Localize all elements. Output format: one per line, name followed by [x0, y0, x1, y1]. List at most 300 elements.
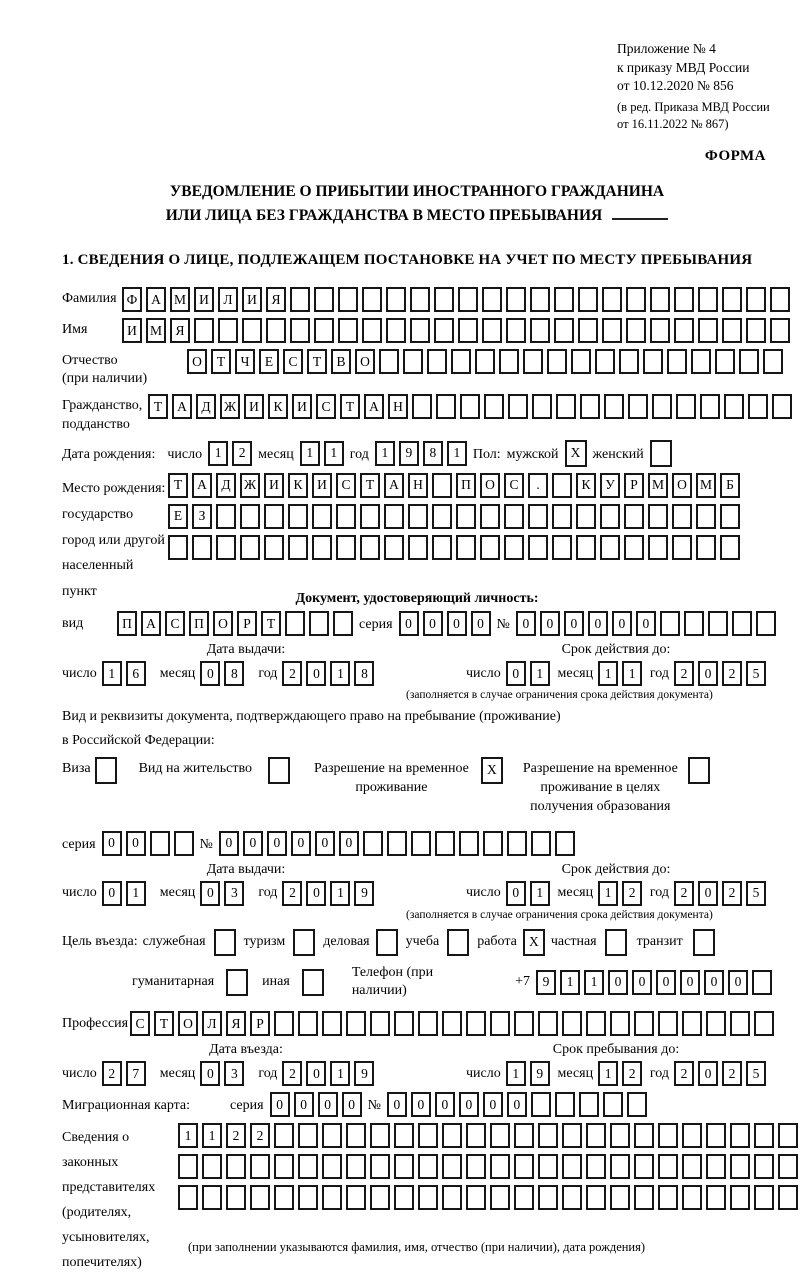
rvpo-checkbox-cell[interactable] — [688, 757, 710, 784]
surname-char-cell[interactable]: Я — [266, 287, 286, 312]
patronymic-char-cell[interactable]: О — [355, 349, 375, 374]
sex-male-checkbox-cell[interactable]: X — [565, 440, 587, 467]
purpose-checkbox-cell[interactable]: X — [523, 929, 545, 956]
representative-char-cell[interactable] — [490, 1123, 510, 1148]
given-name-char-cell[interactable] — [266, 318, 286, 343]
birth-place-char-cell[interactable]: З — [192, 504, 212, 529]
profession-char-cell[interactable] — [322, 1011, 342, 1036]
representative-char-cell[interactable] — [466, 1185, 486, 1210]
given-name-char-cell[interactable] — [242, 318, 262, 343]
birth-place-char-cell[interactable] — [552, 473, 572, 498]
stay-seriya-cell[interactable]: 0 — [102, 831, 122, 856]
patronymic-char-cell[interactable] — [739, 349, 759, 374]
citizenship-char-cell[interactable] — [580, 394, 600, 419]
profession-char-cell[interactable] — [514, 1011, 534, 1036]
birth-place-char-cell[interactable] — [336, 504, 356, 529]
birth-place-char-cell[interactable] — [432, 535, 452, 560]
birth-place-char-cell[interactable] — [528, 535, 548, 560]
valid-year-cell[interactable]: 0 — [698, 661, 718, 686]
citizenship-char-cell[interactable] — [628, 394, 648, 419]
surname-char-cell[interactable]: И — [194, 287, 214, 312]
doc-number-cell[interactable] — [660, 611, 680, 636]
residence-checkbox-cell[interactable] — [268, 757, 290, 784]
surname-char-cell[interactable] — [362, 287, 382, 312]
representative-char-cell[interactable] — [322, 1123, 342, 1148]
surname-char-cell[interactable] — [746, 287, 766, 312]
representative-char-cell[interactable] — [466, 1123, 486, 1148]
stay-year-cell[interactable]: 2 — [674, 1061, 694, 1086]
profession-char-cell[interactable] — [490, 1011, 510, 1036]
valid-day-cell[interactable]: 0 — [506, 881, 526, 906]
patronymic-char-cell[interactable] — [379, 349, 399, 374]
birth-place-char-cell[interactable] — [696, 535, 716, 560]
patronymic-char-cell[interactable]: Т — [307, 349, 327, 374]
citizenship-char-cell[interactable] — [460, 394, 480, 419]
given-name-char-cell[interactable] — [674, 318, 694, 343]
stay-number-cell[interactable] — [507, 831, 527, 856]
birth-place-char-cell[interactable] — [480, 504, 500, 529]
stay-number-cell[interactable]: 0 — [291, 831, 311, 856]
stay-number-cell[interactable] — [435, 831, 455, 856]
profession-char-cell[interactable] — [418, 1011, 438, 1036]
representative-char-cell[interactable] — [514, 1123, 534, 1148]
stay-number-cell[interactable]: 0 — [315, 831, 335, 856]
representative-char-cell[interactable] — [178, 1154, 198, 1179]
citizenship-char-cell[interactable] — [676, 394, 696, 419]
representative-char-cell[interactable] — [442, 1154, 462, 1179]
valid-day-cell[interactable]: 1 — [530, 661, 550, 686]
sex-female-checkbox-cell[interactable] — [650, 440, 672, 467]
birth-place-char-cell[interactable]: О — [672, 473, 692, 498]
phone-digit-cell[interactable]: 0 — [632, 970, 652, 995]
profession-char-cell[interactable]: Т — [154, 1011, 174, 1036]
representative-char-cell[interactable] — [610, 1123, 630, 1148]
birth-place-char-cell[interactable] — [408, 504, 428, 529]
representative-char-cell[interactable] — [682, 1123, 702, 1148]
purpose-checkbox-cell[interactable] — [214, 929, 236, 956]
given-name-char-cell[interactable] — [746, 318, 766, 343]
phone-digit-cell[interactable]: 9 — [536, 970, 556, 995]
patronymic-char-cell[interactable]: Ч — [235, 349, 255, 374]
birth-place-char-cell[interactable]: А — [384, 473, 404, 498]
citizenship-char-cell[interactable] — [724, 394, 744, 419]
birth-place-char-cell[interactable] — [288, 535, 308, 560]
citizenship-char-cell[interactable] — [604, 394, 624, 419]
stay-seriya-cell[interactable] — [150, 831, 170, 856]
profession-char-cell[interactable]: Л — [202, 1011, 222, 1036]
representative-char-cell[interactable] — [346, 1154, 366, 1179]
profession-char-cell[interactable] — [682, 1011, 702, 1036]
doc-kind-char-cell[interactable] — [285, 611, 305, 636]
given-name-char-cell[interactable] — [482, 318, 502, 343]
representative-char-cell[interactable] — [634, 1185, 654, 1210]
birth-place-char-cell[interactable] — [552, 535, 572, 560]
surname-char-cell[interactable] — [338, 287, 358, 312]
migration-number-cell[interactable] — [627, 1092, 647, 1117]
stay-year-cell[interactable]: 5 — [746, 1061, 766, 1086]
doc-kind-char-cell[interactable]: О — [213, 611, 233, 636]
surname-char-cell[interactable] — [410, 287, 430, 312]
birth-place-char-cell[interactable] — [648, 535, 668, 560]
doc-number-cell[interactable]: 0 — [612, 611, 632, 636]
phone-digit-cell[interactable]: 0 — [656, 970, 676, 995]
issue-day-cell[interactable]: 1 — [126, 881, 146, 906]
birth-place-char-cell[interactable] — [336, 535, 356, 560]
citizenship-char-cell[interactable]: Т — [148, 394, 168, 419]
representative-char-cell[interactable] — [634, 1123, 654, 1148]
birth-place-char-cell[interactable]: И — [264, 473, 284, 498]
birth-place-char-cell[interactable] — [168, 535, 188, 560]
birth-place-char-cell[interactable]: А — [192, 473, 212, 498]
surname-char-cell[interactable]: А — [146, 287, 166, 312]
stay-day-cell[interactable]: 9 — [530, 1061, 550, 1086]
birth-place-char-cell[interactable]: П — [456, 473, 476, 498]
patronymic-char-cell[interactable] — [547, 349, 567, 374]
birth-place-char-cell[interactable] — [648, 504, 668, 529]
migration-number-cell[interactable] — [555, 1092, 575, 1117]
representative-char-cell[interactable]: 1 — [202, 1123, 222, 1148]
profession-char-cell[interactable]: Р — [250, 1011, 270, 1036]
patronymic-char-cell[interactable] — [619, 349, 639, 374]
citizenship-char-cell[interactable]: С — [316, 394, 336, 419]
representative-char-cell[interactable] — [442, 1185, 462, 1210]
birth-place-char-cell[interactable]: Ж — [240, 473, 260, 498]
profession-char-cell[interactable] — [466, 1011, 486, 1036]
migration-seriya-cell[interactable]: 0 — [318, 1092, 338, 1117]
visa-checkbox-cell[interactable] — [95, 757, 117, 784]
issue-year-cell[interactable]: 8 — [354, 661, 374, 686]
valid-year-cell[interactable]: 2 — [722, 661, 742, 686]
representative-char-cell[interactable] — [418, 1123, 438, 1148]
given-name-char-cell[interactable]: М — [146, 318, 166, 343]
issue-month-cell[interactable]: 3 — [224, 881, 244, 906]
given-name-char-cell[interactable] — [410, 318, 430, 343]
doc-kind-char-cell[interactable]: П — [117, 611, 137, 636]
citizenship-char-cell[interactable]: Ж — [220, 394, 240, 419]
representative-char-cell[interactable]: 1 — [178, 1123, 198, 1148]
birth-place-char-cell[interactable] — [528, 504, 548, 529]
issue-month-cell[interactable]: 8 — [224, 661, 244, 686]
birth-place-char-cell[interactable] — [720, 504, 740, 529]
representative-char-cell[interactable] — [226, 1154, 246, 1179]
birth-place-char-cell[interactable] — [504, 535, 524, 560]
valid-year-cell[interactable]: 2 — [674, 661, 694, 686]
migration-number-cell[interactable]: 0 — [435, 1092, 455, 1117]
birth-place-char-cell[interactable] — [240, 535, 260, 560]
representative-char-cell[interactable] — [754, 1154, 774, 1179]
profession-char-cell[interactable]: О — [178, 1011, 198, 1036]
patronymic-char-cell[interactable] — [403, 349, 423, 374]
representative-char-cell[interactable] — [370, 1154, 390, 1179]
doc-number-cell[interactable] — [732, 611, 752, 636]
birth-place-char-cell[interactable] — [360, 504, 380, 529]
valid-month-cell[interactable]: 1 — [622, 661, 642, 686]
representative-char-cell[interactable] — [562, 1154, 582, 1179]
surname-char-cell[interactable] — [722, 287, 742, 312]
birth-place-char-cell[interactable] — [696, 504, 716, 529]
patronymic-char-cell[interactable]: Е — [259, 349, 279, 374]
patronymic-char-cell[interactable] — [451, 349, 471, 374]
given-name-char-cell[interactable] — [314, 318, 334, 343]
doc-number-cell[interactable] — [756, 611, 776, 636]
stay-number-cell[interactable] — [483, 831, 503, 856]
birth-place-char-cell[interactable] — [624, 504, 644, 529]
representative-char-cell[interactable] — [250, 1154, 270, 1179]
birth-place-char-cell[interactable]: Б — [720, 473, 740, 498]
doc-kind-char-cell[interactable]: Т — [261, 611, 281, 636]
given-name-char-cell[interactable] — [578, 318, 598, 343]
surname-char-cell[interactable]: И — [242, 287, 262, 312]
birth-place-char-cell[interactable] — [240, 504, 260, 529]
representative-char-cell[interactable] — [778, 1154, 798, 1179]
doc-kind-char-cell[interactable]: П — [189, 611, 209, 636]
profession-char-cell[interactable] — [754, 1011, 774, 1036]
birth-place-char-cell[interactable]: И — [312, 473, 332, 498]
representative-char-cell[interactable] — [250, 1185, 270, 1210]
patronymic-char-cell[interactable] — [571, 349, 591, 374]
doc-number-cell[interactable]: 0 — [540, 611, 560, 636]
representative-char-cell[interactable] — [778, 1185, 798, 1210]
issue-month-cell[interactable]: 0 — [200, 881, 220, 906]
surname-char-cell[interactable]: Ф — [122, 287, 142, 312]
representative-char-cell[interactable] — [202, 1154, 222, 1179]
entry-month-cell[interactable]: 0 — [200, 1061, 220, 1086]
doc-seriya-cell[interactable]: 0 — [423, 611, 443, 636]
stay-number-cell[interactable] — [387, 831, 407, 856]
phone-digit-cell[interactable]: 0 — [704, 970, 724, 995]
representative-char-cell[interactable] — [394, 1185, 414, 1210]
birth-place-char-cell[interactable] — [600, 535, 620, 560]
representative-char-cell[interactable] — [346, 1123, 366, 1148]
representative-char-cell[interactable] — [538, 1123, 558, 1148]
patronymic-char-cell[interactable]: О — [187, 349, 207, 374]
birth-place-char-cell[interactable] — [216, 504, 236, 529]
birth-place-char-cell[interactable] — [432, 504, 452, 529]
citizenship-char-cell[interactable] — [532, 394, 552, 419]
purpose-checkbox-cell[interactable] — [302, 969, 324, 996]
migration-number-cell[interactable]: 0 — [483, 1092, 503, 1117]
profession-char-cell[interactable] — [346, 1011, 366, 1036]
migration-number-cell[interactable]: 0 — [387, 1092, 407, 1117]
representative-char-cell[interactable] — [322, 1154, 342, 1179]
birth-place-char-cell[interactable]: Р — [624, 473, 644, 498]
representative-char-cell[interactable] — [658, 1185, 678, 1210]
valid-year-cell[interactable]: 5 — [746, 661, 766, 686]
birth-place-char-cell[interactable]: Н — [408, 473, 428, 498]
patronymic-char-cell[interactable] — [763, 349, 783, 374]
stay-year-cell[interactable]: 2 — [722, 1061, 742, 1086]
birth-place-char-cell[interactable] — [720, 535, 740, 560]
birth-place-char-cell[interactable] — [264, 535, 284, 560]
birth-place-char-cell[interactable] — [288, 504, 308, 529]
citizenship-char-cell[interactable]: И — [244, 394, 264, 419]
birth-place-char-cell[interactable] — [216, 535, 236, 560]
birth-place-char-cell[interactable] — [576, 535, 596, 560]
valid-year-cell[interactable]: 2 — [722, 881, 742, 906]
stay-number-cell[interactable] — [459, 831, 479, 856]
stay-month-cell[interactable]: 2 — [622, 1061, 642, 1086]
stay-seriya-cell[interactable]: 0 — [126, 831, 146, 856]
birth-place-char-cell[interactable] — [192, 535, 212, 560]
surname-char-cell[interactable] — [626, 287, 646, 312]
issue-year-cell[interactable]: 0 — [306, 661, 326, 686]
representative-char-cell[interactable] — [658, 1154, 678, 1179]
representative-char-cell[interactable] — [562, 1123, 582, 1148]
profession-char-cell[interactable] — [298, 1011, 318, 1036]
representative-char-cell[interactable] — [658, 1123, 678, 1148]
surname-char-cell[interactable] — [578, 287, 598, 312]
birth-year-cell[interactable]: 1 — [375, 441, 395, 466]
birth-place-char-cell[interactable]: Д — [216, 473, 236, 498]
phone-digit-cell[interactable]: 0 — [608, 970, 628, 995]
birth-place-char-cell[interactable] — [456, 504, 476, 529]
entry-year-cell[interactable]: 2 — [282, 1061, 302, 1086]
citizenship-char-cell[interactable] — [772, 394, 792, 419]
patronymic-char-cell[interactable] — [499, 349, 519, 374]
birth-place-char-cell[interactable]: М — [696, 473, 716, 498]
given-name-char-cell[interactable] — [218, 318, 238, 343]
doc-seriya-cell[interactable]: 0 — [447, 611, 467, 636]
migration-number-cell[interactable]: 0 — [507, 1092, 527, 1117]
surname-char-cell[interactable] — [530, 287, 550, 312]
patronymic-char-cell[interactable]: В — [331, 349, 351, 374]
representative-char-cell[interactable] — [418, 1154, 438, 1179]
representative-char-cell[interactable] — [706, 1123, 726, 1148]
surname-char-cell[interactable] — [554, 287, 574, 312]
issue-day-cell[interactable]: 6 — [126, 661, 146, 686]
representative-char-cell[interactable] — [730, 1123, 750, 1148]
issue-day-cell[interactable]: 1 — [102, 661, 122, 686]
representative-char-cell[interactable] — [682, 1154, 702, 1179]
migration-number-cell[interactable] — [579, 1092, 599, 1117]
citizenship-char-cell[interactable]: А — [172, 394, 192, 419]
issue-year-cell[interactable]: 1 — [330, 661, 350, 686]
stay-number-cell[interactable] — [531, 831, 551, 856]
representative-char-cell[interactable] — [226, 1185, 246, 1210]
stay-month-cell[interactable]: 1 — [598, 1061, 618, 1086]
citizenship-char-cell[interactable]: Н — [388, 394, 408, 419]
representative-char-cell[interactable] — [706, 1185, 726, 1210]
birth-place-char-cell[interactable] — [672, 504, 692, 529]
profession-char-cell[interactable] — [634, 1011, 654, 1036]
representative-char-cell[interactable] — [610, 1154, 630, 1179]
surname-char-cell[interactable] — [602, 287, 622, 312]
representative-char-cell[interactable] — [586, 1123, 606, 1148]
birth-place-char-cell[interactable] — [480, 535, 500, 560]
surname-char-cell[interactable] — [506, 287, 526, 312]
birth-place-char-cell[interactable] — [432, 473, 452, 498]
birth-place-char-cell[interactable]: Е — [168, 504, 188, 529]
surname-char-cell[interactable] — [650, 287, 670, 312]
given-name-char-cell[interactable] — [602, 318, 622, 343]
doc-number-cell[interactable]: 0 — [564, 611, 584, 636]
birth-place-char-cell[interactable] — [576, 504, 596, 529]
birth-place-char-cell[interactable] — [600, 504, 620, 529]
rvp-checkbox-cell[interactable]: X — [481, 757, 503, 784]
birth-place-char-cell[interactable]: С — [336, 473, 356, 498]
given-name-char-cell[interactable] — [194, 318, 214, 343]
given-name-char-cell[interactable] — [506, 318, 526, 343]
doc-kind-char-cell[interactable]: Р — [237, 611, 257, 636]
migration-seriya-cell[interactable]: 0 — [294, 1092, 314, 1117]
birth-month-cell[interactable]: 1 — [300, 441, 320, 466]
given-name-char-cell[interactable] — [338, 318, 358, 343]
given-name-char-cell[interactable] — [434, 318, 454, 343]
migration-number-cell[interactable]: 0 — [459, 1092, 479, 1117]
given-name-char-cell[interactable] — [650, 318, 670, 343]
valid-month-cell[interactable]: 1 — [598, 661, 618, 686]
birth-place-char-cell[interactable]: К — [576, 473, 596, 498]
profession-char-cell[interactable] — [658, 1011, 678, 1036]
representative-char-cell[interactable] — [274, 1154, 294, 1179]
profession-char-cell[interactable] — [442, 1011, 462, 1036]
birth-place-char-cell[interactable] — [672, 535, 692, 560]
birth-place-char-cell[interactable] — [384, 535, 404, 560]
phone-digit-cell[interactable] — [752, 970, 772, 995]
birth-place-char-cell[interactable] — [312, 535, 332, 560]
representative-char-cell[interactable] — [586, 1185, 606, 1210]
surname-char-cell[interactable]: М — [170, 287, 190, 312]
representative-char-cell[interactable]: 2 — [250, 1123, 270, 1148]
representative-char-cell[interactable] — [298, 1123, 318, 1148]
stay-day-cell[interactable]: 1 — [506, 1061, 526, 1086]
doc-kind-char-cell[interactable]: А — [141, 611, 161, 636]
purpose-checkbox-cell[interactable] — [693, 929, 715, 956]
profession-char-cell[interactable] — [538, 1011, 558, 1036]
migration-seriya-cell[interactable]: 0 — [270, 1092, 290, 1117]
phone-digit-cell[interactable]: 0 — [728, 970, 748, 995]
phone-digit-cell[interactable]: 1 — [584, 970, 604, 995]
patronymic-char-cell[interactable]: Т — [211, 349, 231, 374]
profession-char-cell[interactable] — [610, 1011, 630, 1036]
valid-month-cell[interactable]: 2 — [622, 881, 642, 906]
patronymic-char-cell[interactable] — [715, 349, 735, 374]
birth-place-char-cell[interactable] — [312, 504, 332, 529]
surname-char-cell[interactable] — [674, 287, 694, 312]
patronymic-char-cell[interactable] — [691, 349, 711, 374]
surname-char-cell[interactable]: Л — [218, 287, 238, 312]
citizenship-char-cell[interactable] — [412, 394, 432, 419]
stay-number-cell[interactable]: 0 — [267, 831, 287, 856]
doc-kind-char-cell[interactable] — [333, 611, 353, 636]
surname-char-cell[interactable] — [770, 287, 790, 312]
birth-year-cell[interactable]: 1 — [447, 441, 467, 466]
stay-number-cell[interactable] — [555, 831, 575, 856]
purpose-checkbox-cell[interactable] — [376, 929, 398, 956]
birth-place-char-cell[interactable] — [456, 535, 476, 560]
doc-number-cell[interactable] — [684, 611, 704, 636]
representative-char-cell[interactable] — [394, 1123, 414, 1148]
citizenship-char-cell[interactable] — [748, 394, 768, 419]
representative-char-cell[interactable] — [730, 1185, 750, 1210]
profession-char-cell[interactable] — [586, 1011, 606, 1036]
doc-number-cell[interactable]: 0 — [588, 611, 608, 636]
given-name-char-cell[interactable] — [722, 318, 742, 343]
representative-char-cell[interactable] — [538, 1185, 558, 1210]
purpose-checkbox-cell[interactable] — [293, 929, 315, 956]
patronymic-char-cell[interactable] — [427, 349, 447, 374]
phone-digit-cell[interactable]: 1 — [560, 970, 580, 995]
birth-day-cell[interactable]: 1 — [208, 441, 228, 466]
birth-day-cell[interactable]: 2 — [232, 441, 252, 466]
valid-year-cell[interactable]: 5 — [746, 881, 766, 906]
birth-place-char-cell[interactable] — [624, 535, 644, 560]
profession-char-cell[interactable]: С — [130, 1011, 150, 1036]
representative-char-cell[interactable] — [562, 1185, 582, 1210]
birth-place-char-cell[interactable]: Т — [168, 473, 188, 498]
birth-place-char-cell[interactable] — [360, 535, 380, 560]
representative-char-cell[interactable] — [322, 1185, 342, 1210]
